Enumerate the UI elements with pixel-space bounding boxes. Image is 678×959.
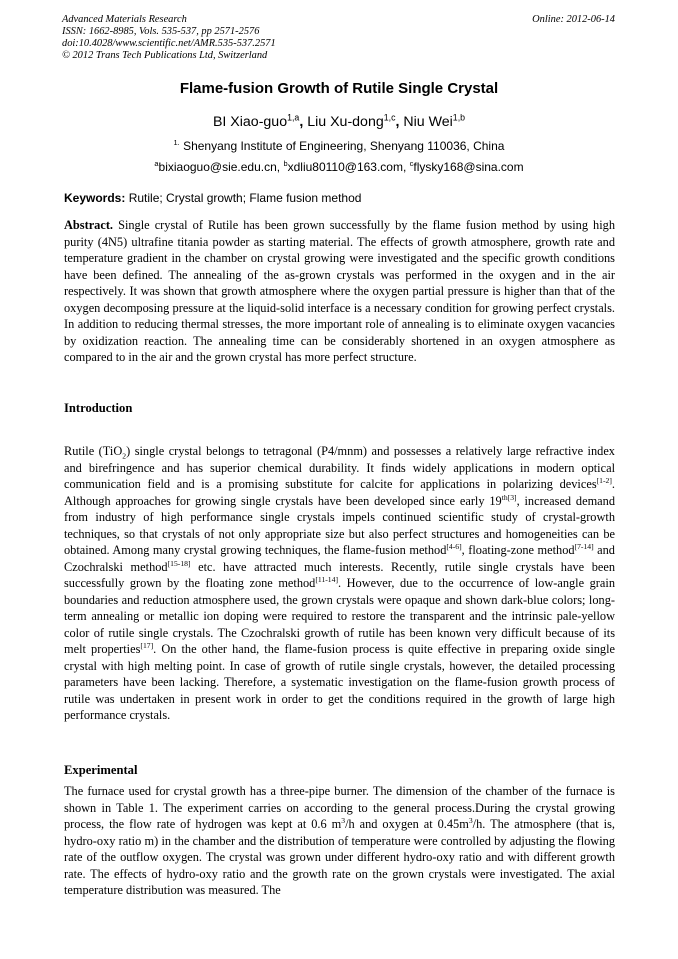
- author-separator: ,: [395, 114, 404, 130]
- paragraph-text: . However, due to the occurrence of low-angle grain boundaries and reduction atmosphere used, the grown crystals were opaque and shown dark-blue colors; long-term annealing or metallic ion doping were required to restore the transparent and the intrinsic pale-yellow color of rutile single crystals. The Czochralski growth of rutile has been known very difficult because of its melt properties: [64, 576, 615, 656]
- experimental-paragraph: [64, 783, 615, 899]
- author-affiliation-mark: 1,b: [452, 112, 466, 123]
- paragraph-text: , increased demand from industry of high performance single crystals impels continued scientific study of crystal-growth techniques, so that crystals of not only appropriate size but also perfect structures and homogeneities can be obtained. Among many crystal growing techniques, the flame-fusion method: [64, 493, 616, 557]
- author-separator: ,: [299, 114, 308, 130]
- journal-doi: doi:10.4028/www.scientific.net/AMR.535-537.2571: [62, 38, 276, 49]
- paragraph-text: . On the other hand, the flame-fusion process is quite effective in preparing oxide single crystal with high melting point. In case of growth of rutile single crystals, however, the detailed processing parameters have been lacking. Therefore, a systematic investigation on the flame-fusion growth process of rutile was undertaken in present work in order to get the conditions required in the growth of large high performance crystals.: [64, 642, 616, 722]
- abstract: [64, 217, 615, 366]
- journal-header: [62, 14, 276, 62]
- email-address: xdliu80110@163.com,: [287, 160, 410, 174]
- paragraph-text: . Although approaches for growing single crystals have been developed since early 19: [64, 477, 615, 508]
- email-mark: a: [154, 159, 159, 168]
- email-mark: c: [409, 159, 414, 168]
- citation-superscript: [15-18]: [167, 558, 191, 568]
- abstract-label: Abstract.: [64, 218, 114, 232]
- online-date: Online: 2012-06-14: [532, 14, 615, 25]
- author-list: [0, 112, 678, 132]
- affiliation-text: Shenyang Institute of Engineering, Shenyang 110036, China: [179, 139, 505, 153]
- paragraph-text: etc. have attracted much interests. Recently, rutile single crystals have been successfully grown by the floating zone method: [64, 559, 615, 590]
- paragraph-text: Rutile (TiO: [64, 444, 123, 458]
- author-name: Niu Wei: [403, 114, 453, 130]
- author-affiliation-mark: 1,a: [287, 112, 300, 123]
- journal-issn: ISSN: 1662-8985, Vols. 535-537, pp 2571-2576: [62, 26, 260, 37]
- section-heading-experimental: Experimental: [64, 763, 138, 777]
- citation-superscript: [1-2]: [596, 475, 612, 485]
- citation-superscript: 3: [468, 815, 473, 825]
- abstract-text: Single crystal of Rutile has been grown successfully by the flame fusion method by using high purity (4N5) ultrafine titania powder as starting material. The effects of growth atmosphere, growth rate and temperature gradient in the chamber on crystal growing were investigated and the specific growth conditions have been defined. The annealing of the as-grown crystals was performed in the oxygen and in the air respectively. It was shown that growth atmosphere where the oxygen partial pressure is higher than that of the oxygen decomposing pressure at the liquid-solid interface is a necessary condition for growing perfect crystals. In addition to reducing thermal stresses, the more important role of annealing is to eliminate oxygen vacancies by oxidization reaction. The annealing time can be considerably shortened in an oxygen atmosphere as compared to in the air and the grown crystal has more perfect structure.: [64, 218, 615, 364]
- citation-superscript: [4-6]: [446, 541, 462, 551]
- paragraph-text: /h and oxygen at 0.45m: [345, 817, 469, 831]
- affiliation: [0, 138, 678, 154]
- email-address: bixiaoguo@sie.edu.cn,: [158, 160, 284, 174]
- paragraph-text: ) single crystal belongs to tetragonal (P4/mnm) and possesses a relatively large refractive index and birefringence and has superior chemical durability. It finds widely applications in modern optical communication field and is a promising substitute for calcite for applications in polarizing devices: [64, 444, 615, 491]
- author-name: BI Xiao-guo: [212, 114, 288, 130]
- citation-superscript: th[3]: [501, 492, 517, 502]
- journal-name: Advanced Materials Research: [62, 14, 187, 25]
- citation-superscript: [17]: [140, 640, 154, 650]
- section-heading-introduction: Introduction: [64, 401, 133, 415]
- keywords: [64, 190, 361, 206]
- keywords-label: Keywords:: [64, 191, 126, 205]
- paragraph-text: The furnace used for crystal growth has a three-pipe burner. The dimension of the chamber of the furnace is shown in Table 1. The experiment carries on according to the general process.During the crystal growing process, the flow rate of hydrogen was kept at 0.6 m: [64, 784, 615, 831]
- paragraph-text: , floating-zone method: [461, 543, 575, 557]
- subscript: 2: [122, 451, 127, 461]
- author-affiliation-mark: 1,c: [383, 112, 396, 123]
- author-emails: [0, 159, 678, 175]
- journal-copyright: © 2012 Trans Tech Publications Ltd, Switzerland: [62, 50, 268, 61]
- introduction-paragraph: [64, 443, 615, 724]
- author-name: Liu Xu-dong: [307, 114, 384, 130]
- paper-title: Flame-fusion Growth of Rutile Single Crystal: [179, 80, 499, 97]
- affiliation-mark: 1.: [173, 138, 180, 147]
- paragraph-text: /h. The atmosphere (that is, hydro-oxy ratio m) in the chamber and the distribution of temperature were controlled by adjusting the flowing rate of the outflow oxygen. The crystal was grown under different hydro-oxy ratio and with different growth rate. The effects of hydro-oxy ratio and the growth rate on the grown crystals were investigated. The axial temperature distribution was measured. The: [64, 817, 615, 897]
- citation-superscript: [7-14]: [574, 541, 594, 551]
- paragraph-text: and Czochralski method: [64, 543, 615, 574]
- citation-superscript: [11-14]: [315, 574, 338, 584]
- email-mark: b: [283, 159, 288, 168]
- citation-superscript: 3: [341, 815, 346, 825]
- keywords-text: Rutile; Crystal growth; Flame fusion method: [125, 191, 362, 205]
- email-address: flysky168@sina.com: [413, 160, 524, 174]
